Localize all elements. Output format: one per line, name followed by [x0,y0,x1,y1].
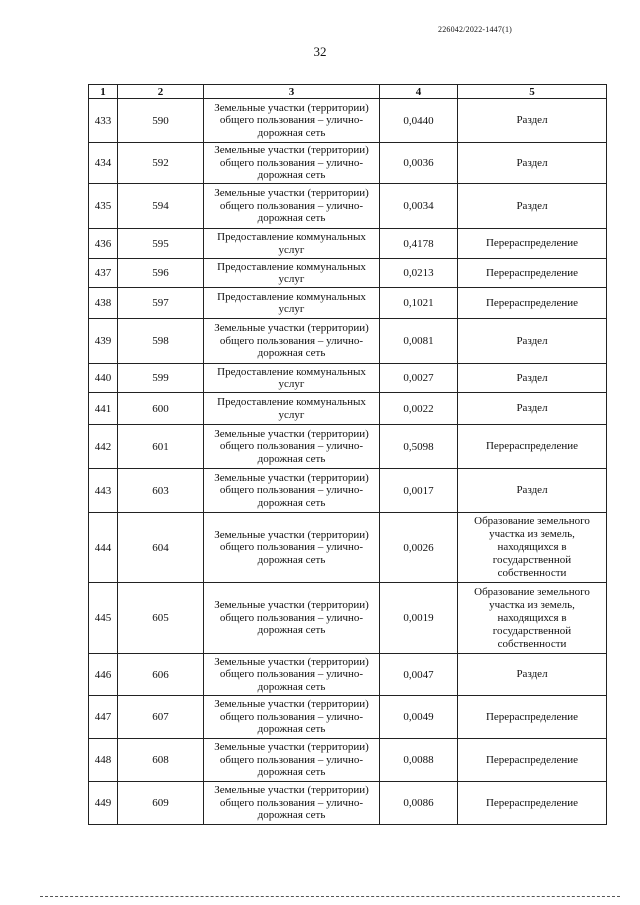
area-cell: 0,0047 [380,654,458,696]
row-number-cell: 449 [89,782,118,825]
table-row [89,696,607,739]
plot-number-cell: 601 [118,425,204,469]
formation-method-cell: Перераспределение [458,259,607,288]
table-row [89,288,607,319]
permitted-use-cell: Предоставление коммунальных услуг [204,259,380,288]
formation-method-cell: Перераспределение [458,739,607,782]
formation-method-cell: Раздел [458,99,607,143]
table-row [89,654,607,696]
document-id: 226042/2022-1447(1) [438,25,513,34]
row-number-cell: 441 [89,393,118,425]
area-cell: 0,0022 [380,393,458,425]
formation-method-cell: Образование земельного участка из земель, находящихся в государственной собственности [458,513,607,583]
row-number-cell: 438 [89,288,118,319]
formation-method-cell: Перераспределение [458,229,607,259]
row-number-cell: 447 [89,696,118,739]
column-header-1: 1 [89,85,118,99]
row-number-cell: 448 [89,739,118,782]
permitted-use-cell: Земельные участки (территории) общего пользования – улично-дорожная сеть [204,739,380,782]
formation-method-cell: Перераспределение [458,696,607,739]
table-row [89,99,607,143]
table-row [89,319,607,364]
column-header-2: 2 [118,85,204,99]
table-row [89,513,607,583]
formation-method-cell: Раздел [458,143,607,184]
row-number-cell: 435 [89,184,118,229]
area-cell: 0,1021 [380,288,458,319]
area-cell: 0,0017 [380,469,458,513]
table-row [89,425,607,469]
permitted-use-cell: Земельные участки (территории) общего пользования – улично-дорожная сеть [204,319,380,364]
formation-method-cell: Раздел [458,319,607,364]
row-number-cell: 443 [89,469,118,513]
plot-number-cell: 608 [118,739,204,782]
row-number-cell: 437 [89,259,118,288]
formation-method-cell: Раздел [458,654,607,696]
area-cell: 0,0213 [380,259,458,288]
permitted-use-cell: Земельные участки (территории) общего пользования – улично-дорожная сеть [204,696,380,739]
bottom-scan-line [40,896,620,897]
table-row [89,143,607,184]
permitted-use-cell: Предоставление коммунальных услуг [204,288,380,319]
permitted-use-cell: Земельные участки (территории) общего пользования – улично-дорожная сеть [204,99,380,143]
permitted-use-cell: Земельные участки (территории) общего пользования – улично-дорожная сеть [204,654,380,696]
row-number-cell: 440 [89,364,118,393]
plot-number-cell: 598 [118,319,204,364]
table-row [89,583,607,654]
formation-method-cell: Раздел [458,393,607,425]
area-cell: 0,0081 [380,319,458,364]
formation-method-cell: Перераспределение [458,425,607,469]
permitted-use-cell: Земельные участки (территории) общего пользования – улично-дорожная сеть [204,425,380,469]
land-plots-table [88,84,607,825]
column-header-4: 4 [380,85,458,99]
permitted-use-cell: Предоставление коммунальных услуг [204,364,380,393]
row-number-cell: 434 [89,143,118,184]
area-cell: 0,0027 [380,364,458,393]
permitted-use-cell: Земельные участки (территории) общего пользования – улично-дорожная сеть [204,513,380,583]
row-number-cell: 446 [89,654,118,696]
row-number-cell: 445 [89,583,118,654]
table-body [89,99,607,825]
plot-number-cell: 592 [118,143,204,184]
permitted-use-cell: Земельные участки (территории) общего пользования – улично-дорожная сеть [204,782,380,825]
area-cell: 0,0440 [380,99,458,143]
table-row [89,393,607,425]
area-cell: 0,0026 [380,513,458,583]
plot-number-cell: 606 [118,654,204,696]
permitted-use-cell: Земельные участки (территории) общего пользования – улично-дорожная сеть [204,583,380,654]
formation-method-cell: Перераспределение [458,288,607,319]
plot-number-cell: 604 [118,513,204,583]
area-cell: 0,0086 [380,782,458,825]
table-row [89,229,607,259]
page-number: 32 [313,44,327,59]
row-number-cell: 439 [89,319,118,364]
formation-method-cell: Образование земельного участка из земель, находящихся в государственной собственности [458,583,607,654]
area-cell: 0,0036 [380,143,458,184]
plot-number-cell: 596 [118,259,204,288]
table-row [89,259,607,288]
table-row [89,364,607,393]
area-cell: 0,0034 [380,184,458,229]
table-row [89,184,607,229]
plot-number-cell: 594 [118,184,204,229]
permitted-use-cell: Предоставление коммунальных услуг [204,393,380,425]
area-cell: 0,0019 [380,583,458,654]
row-number-cell: 444 [89,513,118,583]
plot-number-cell: 603 [118,469,204,513]
row-number-cell: 436 [89,229,118,259]
permitted-use-cell: Земельные участки (территории) общего пользования – улично-дорожная сеть [204,143,380,184]
formation-method-cell: Раздел [458,364,607,393]
area-cell: 0,5098 [380,425,458,469]
permitted-use-cell: Предоставление коммунальных услуг [204,229,380,259]
row-number-cell: 433 [89,99,118,143]
plot-number-cell: 607 [118,696,204,739]
permitted-use-cell: Земельные участки (территории) общего пользования – улично-дорожная сеть [204,184,380,229]
plot-number-cell: 597 [118,288,204,319]
plot-number-cell: 599 [118,364,204,393]
column-header-3: 3 [204,85,380,99]
table-row [89,469,607,513]
table-header-row [89,85,607,99]
formation-method-cell: Раздел [458,184,607,229]
permitted-use-cell: Земельные участки (территории) общего пользования – улично-дорожная сеть [204,469,380,513]
plot-number-cell: 605 [118,583,204,654]
plot-number-cell: 600 [118,393,204,425]
column-header-5: 5 [458,85,607,99]
area-cell: 0,0049 [380,696,458,739]
plot-number-cell: 590 [118,99,204,143]
area-cell: 0,0088 [380,739,458,782]
area-cell: 0,4178 [380,229,458,259]
table-row [89,739,607,782]
plot-number-cell: 609 [118,782,204,825]
formation-method-cell: Перераспределение [458,782,607,825]
formation-method-cell: Раздел [458,469,607,513]
row-number-cell: 442 [89,425,118,469]
table-row [89,782,607,825]
plot-number-cell: 595 [118,229,204,259]
